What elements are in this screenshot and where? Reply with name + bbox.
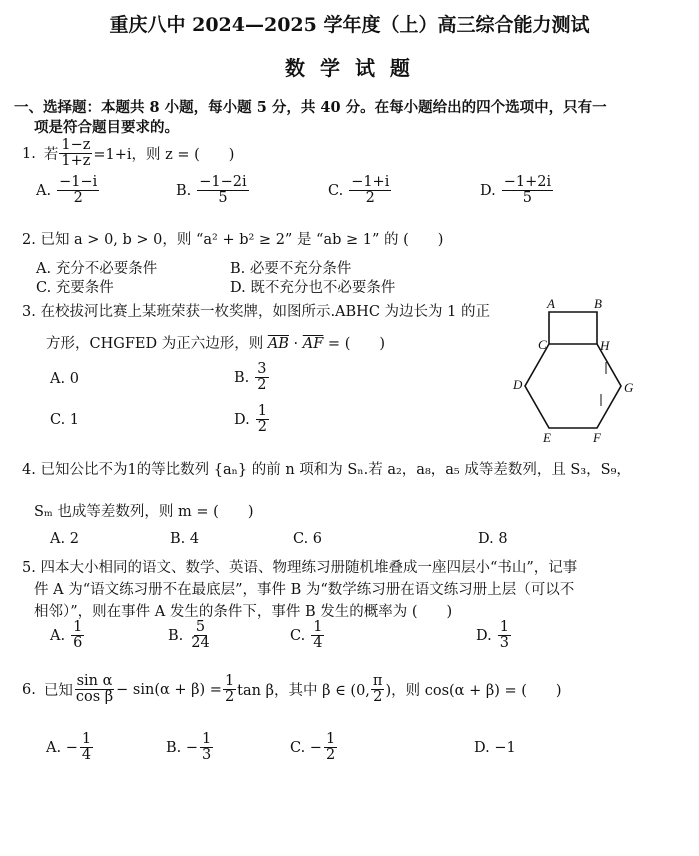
q4-option-c: C. 6 [293,531,323,547]
question-5-line2: 件 A 为“语文练习册不在最底层”，事件 B 为“数学练习册在语文练习册上层（可以不 [34,582,575,598]
vector-ab: $\overline{AB}$ [267,336,289,352]
vector-af: $\overline{AF}$ [302,336,324,352]
label-e: E [543,430,551,445]
q5-a-den: 6 [73,635,83,652]
q2-option-c: C. 充要条件 [36,280,114,296]
q6-frac-1 [74,674,115,705]
label-g: G [624,380,634,395]
q5-c-den: 4 [313,635,323,652]
question-3-line2 [46,332,385,353]
q1-c-label: C. [328,182,344,199]
q1-option-a [36,175,100,206]
q6-number: 6. [22,681,36,698]
q5-c-frac [311,620,324,651]
question-5-line1: 5. 四本大小相同的语文、数学、英语、物理练习册随机堆叠成一座四层小“书山”，记事 [22,560,578,576]
q3-dot: · [288,336,303,352]
q5-option-b [168,620,213,651]
q6-b-label: B. − [166,739,199,756]
q6-f2-den: 2 [224,689,235,706]
q6-f3-den: 2 [373,689,383,706]
square-abhc [549,312,597,344]
q1-b-label: B. [176,182,192,199]
q1-b-frac [197,175,248,206]
q6-a-num: 1 [81,731,92,747]
q6-option-a [46,732,94,763]
label-f: F [593,430,601,445]
q1-c-den: 2 [365,190,375,207]
q2-option-a: A. 充分不必要条件 [36,261,158,277]
q3-option-d [234,404,270,435]
hexagon-chgfed [525,344,621,428]
q1-c-frac [349,175,391,206]
q6-a-den: 4 [81,747,92,764]
q3-line2-post: = ( ) [323,336,386,352]
q5-b-frac [189,620,211,651]
q1-option-b [176,175,250,206]
q6-frac-3 [371,674,385,705]
exam-title: 重庆八中 2024—2025 学年度（上）高三综合能力测试 [109,14,590,36]
q3-b-label: B. [234,369,250,386]
q1-fraction [59,138,92,169]
q2-option-d: D. 既不充分也不必要条件 [230,280,396,296]
question-2: 2. 已知 a > 0, b > 0，则 “a² + b² ≥ 2” 是 “ab ≥ 1” 的 ( ) [22,232,444,248]
q6-c-frac [324,732,337,763]
section-heading-cont: 项是符合题目要求的。 [34,119,179,136]
question-6 [22,674,562,705]
q4-option-b: B. 4 [170,531,200,547]
q6-pre: 已知 [43,683,73,700]
q1-a-den: 2 [73,190,83,207]
q3-b-frac [255,362,268,393]
q5-option-a [50,620,85,651]
q5-c-num: 1 [313,619,323,635]
q1-c-num: −1+i [351,174,390,190]
q5-a-label: A. [50,627,66,644]
q1-b-den: 5 [218,190,228,207]
q1-pre: 若 [43,147,59,164]
question-1 [22,138,234,169]
q5-a-frac [71,620,84,651]
q1-post: =1+i，则 z = ( ) [93,147,235,164]
q5-b-num: 5 [195,619,206,635]
square-hexagon-figure [505,292,665,452]
q6-c-den: 2 [325,747,336,764]
q6-f2-num: 1 [224,673,235,689]
q3-b-den: 2 [257,377,267,394]
question-4-line2: Sₘ 也成等差数列，则 m = ( ) [34,504,254,520]
q5-b-label: B. [168,627,184,644]
q3-option-a: A. 0 [50,371,79,387]
q6-b-num: 1 [202,731,212,747]
q5-d-label: D. [476,627,492,644]
q1-frac-num: 1−z [61,137,91,153]
q6-option-b [166,732,214,763]
q6-a-frac [80,732,93,763]
label-d: D [513,377,523,392]
q1-option-d [480,175,554,206]
q3-d-den: 2 [257,419,267,436]
q6-f1-num: sin α [76,673,113,689]
q6-c-label: C. − [290,739,322,756]
q6-option-c [290,732,338,763]
q4-option-a: A. 2 [50,531,79,547]
label-b: B [594,296,602,311]
q6-option-d: D. −1 [474,740,516,756]
question-4-line1: 4. 已知公比不为1的等比数列 {aₙ} 的前 n 项和为 Sₙ.若 a₂，a₈，a₅ 成等差数列，且 S₃，S₉， [22,462,631,478]
q6-c-num: 1 [325,731,336,747]
label-a: A [547,296,555,311]
q6-b-frac [200,732,213,763]
q3-line2-pre: 方形，CHGFED 为正六边形，则 [46,336,264,352]
q5-a-num: 1 [73,619,83,635]
q5-b-den: 24 [191,635,210,652]
q6-a-label: A. − [46,739,78,756]
q5-c-label: C. [290,627,306,644]
q2-option-b: B. 必要不充分条件 [230,261,352,277]
q1-d-frac [502,175,553,206]
q5-d-den: 3 [499,635,509,652]
q5-option-d [476,620,512,651]
q3-option-c: C. 1 [50,412,80,428]
q1-a-frac [57,175,99,206]
q1-number: 1. [22,145,36,162]
label-h: H [600,338,610,353]
q1-a-num: −1−i [59,174,98,190]
q1-d-den: 5 [522,190,533,207]
q3-d-num: 1 [257,403,267,419]
subject-title: 数 学 试 题 [285,56,414,80]
section-heading: 一、选择题：本题共 8 小题，每小题 5 分，共 40 分。在每小题给出的四个选项中，只有一 [14,99,607,116]
label-c: C [538,337,547,352]
q1-d-label: D. [480,182,496,199]
question-3-line1: 3. 在校拔河比赛上某班荣获一枚奖牌，如图所示.ABHC 为边长为 1 的正 [22,304,490,320]
q3-option-b [234,362,270,393]
q1-b-num: −1−2i [199,174,247,190]
q6-post: )，则 cos(α + β) = ( ) [385,683,562,700]
q5-option-c [290,620,325,651]
q3-d-frac [256,404,269,435]
q4-option-d: D. 8 [478,531,508,547]
q1-frac-den: 1+z [61,153,91,170]
q3-d-label: D. [234,411,250,428]
q6-mid: − sin(α + β) = [116,681,222,698]
q6-mid2: tan β，其中 β ∈ (0, [237,683,370,700]
q1-option-c [328,175,392,206]
q6-frac-2 [223,674,236,705]
q6-f1-den: cos β [75,689,114,706]
q1-d-num: −1+2i [503,174,552,190]
q5-d-num: 1 [499,619,509,635]
q5-d-frac [498,620,511,651]
q6-b-den: 3 [202,747,212,764]
q3-b-num: 3 [257,361,267,377]
question-5-line3: 相邻）”，则在事件 A 发生的条件下，事件 B 发生的概率为 ( ) [34,604,453,620]
q1-a-label: A. [36,182,52,199]
q6-f3-num: π [372,673,383,689]
